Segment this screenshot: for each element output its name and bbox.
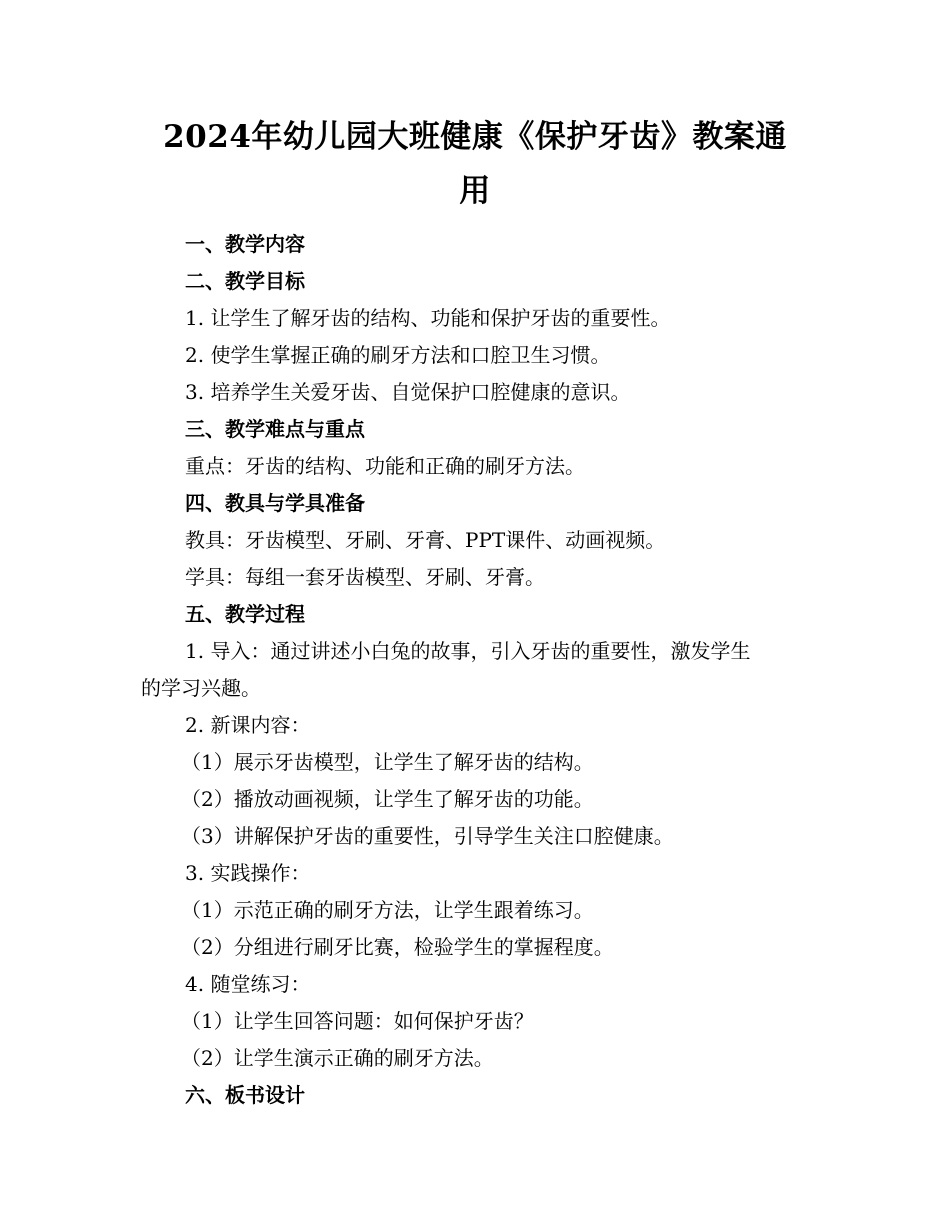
process-substep: （2）分组进行刷牙比赛，检验学生的掌握程度。	[181, 935, 614, 959]
section-heading-objectives: 二、教学目标	[185, 269, 305, 293]
section-heading-process: 五、教学过程	[185, 602, 305, 626]
objective-item: 2. 使学生掌握正确的刷牙方法和口腔卫生习惯。	[185, 343, 611, 367]
process-substep: （1）让学生回答问题：如何保护牙齿？	[181, 1009, 534, 1033]
document-title	[140, 110, 810, 218]
process-substep: （3）讲解保护牙齿的重要性，引导学生关注口腔健康。	[181, 824, 674, 848]
title-line-1: 2024年幼儿园大班健康《保护牙齿》教案通	[163, 119, 787, 155]
learning-materials-text: 学具：每组一套牙齿模型、牙刷、牙膏。	[185, 565, 545, 589]
process-substep: （1）示范正确的刷牙方法，让学生跟着练习。	[181, 898, 594, 922]
process-substep: （2）让学生演示正确的刷牙方法。	[181, 1046, 494, 1070]
process-step: 1. 导入：通过讲述小白兔的故事，引入牙齿的重要性，激发学生	[185, 639, 751, 663]
title-line-2: 用	[459, 173, 491, 209]
process-substep: （2）播放动画视频，让学生了解牙齿的功能。	[181, 787, 594, 811]
key-point-text: 重点：牙齿的结构、功能和正确的刷牙方法。	[185, 454, 585, 478]
process-step: 3. 实践操作：	[185, 861, 311, 885]
process-step: 4. 随堂练习：	[185, 972, 311, 996]
section-heading-materials: 四、教具与学具准备	[185, 491, 365, 515]
process-step-continuation: 的学习兴趣。	[141, 676, 261, 700]
section-heading-board-design: 六、板书设计	[185, 1083, 305, 1107]
section-heading-content: 一、教学内容	[185, 232, 305, 256]
process-step: 2. 新课内容：	[185, 713, 311, 737]
section-heading-key-points: 三、教学难点与重点	[185, 417, 365, 441]
objective-item: 1. 让学生了解牙齿的结构、功能和保护牙齿的重要性。	[185, 306, 671, 330]
objective-item: 3. 培养学生关爱牙齿、自觉保护口腔健康的意识。	[185, 380, 631, 404]
process-substep: （1）展示牙齿模型，让学生了解牙齿的结构。	[181, 750, 594, 774]
teaching-materials-text: 教具：牙齿模型、牙刷、牙膏、PPT课件、动画视频。	[185, 528, 666, 552]
